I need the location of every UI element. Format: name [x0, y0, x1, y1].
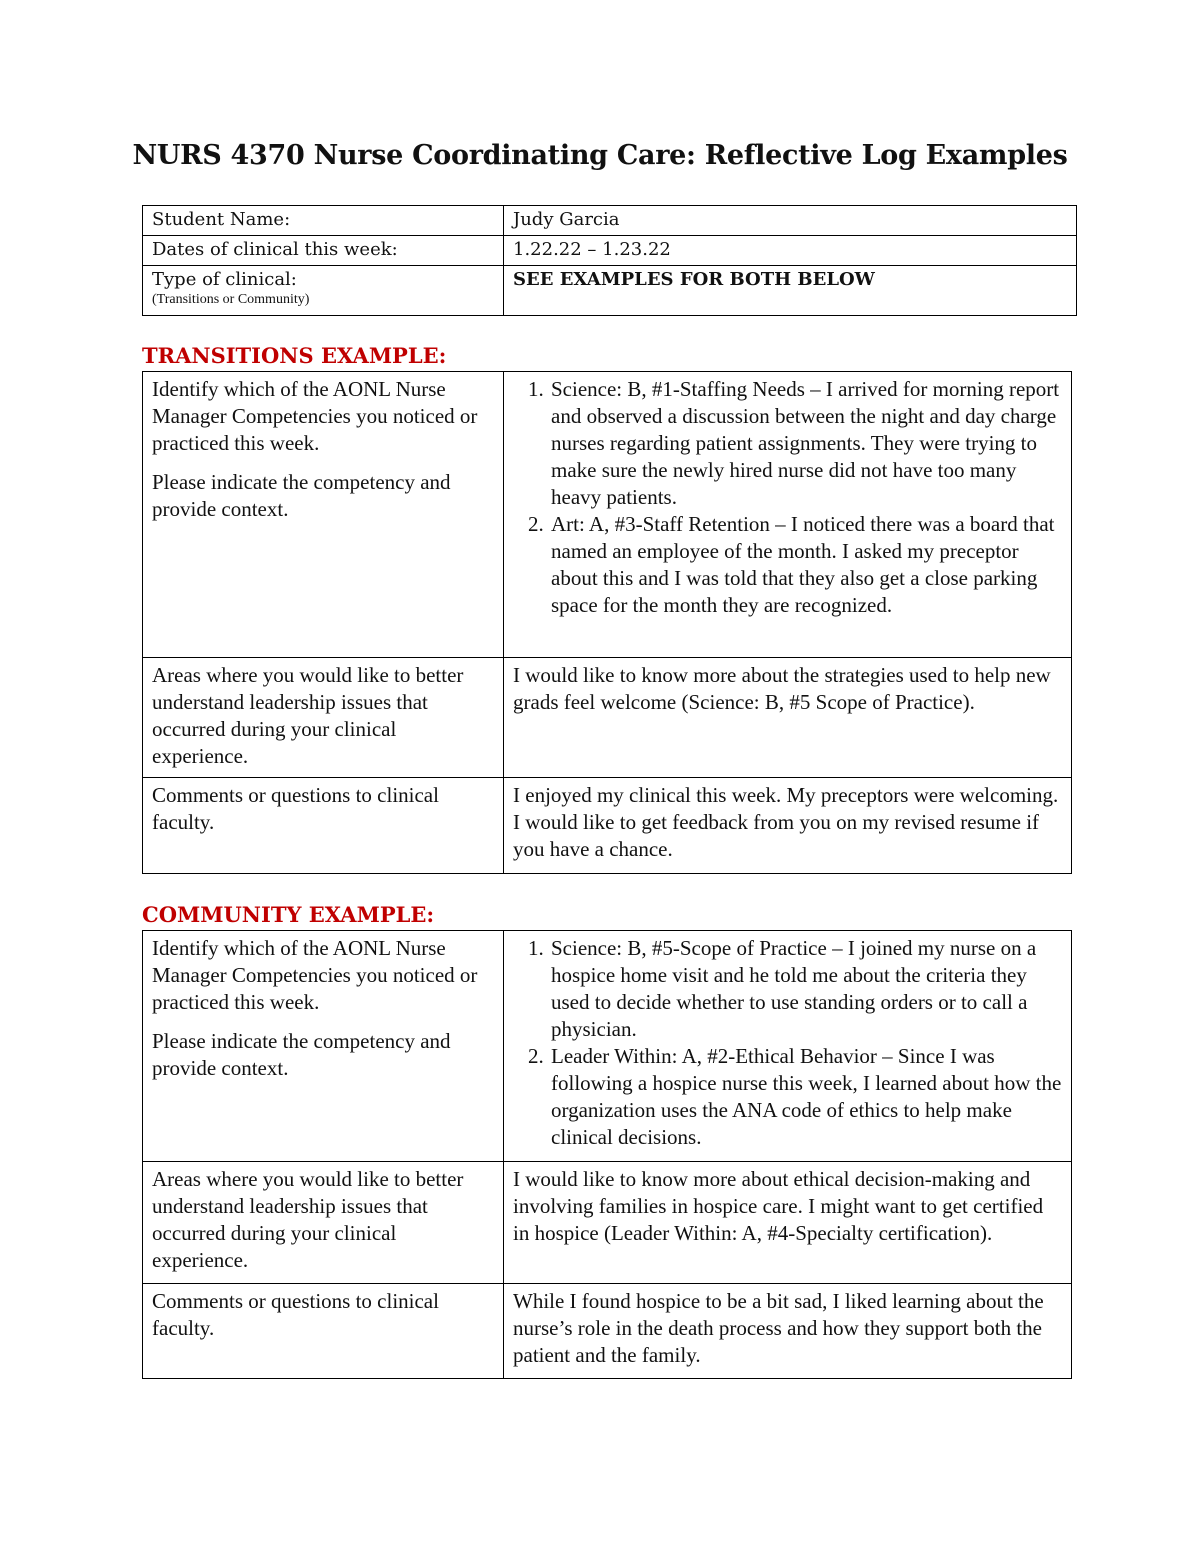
student-info-table [142, 205, 1077, 316]
page-title: NURS 4370 Nurse Coordinating Care: Reflective Log Examples [132, 140, 1068, 171]
dates-value: 1.22.22 – 1.23.22 [504, 236, 1077, 266]
transitions-a1 [504, 372, 1072, 658]
transitions-table [142, 371, 1072, 874]
dates-row [143, 236, 1077, 266]
transitions-q1-text: Identify which of the AONL Nurse Manager Competencies you noticed or practiced this week. [152, 377, 478, 455]
community-q1-instruction: Please indicate the competency and provide context. [152, 1029, 451, 1080]
transitions-q1-instruction: Please indicate the competency and provide context. [152, 470, 451, 521]
student-name-value: Judy Garcia [504, 206, 1077, 236]
transitions-competency-list [513, 376, 1062, 619]
community-q2: Areas where you would like to better understand leadership issues that occurred during your clinical experience. [143, 1162, 504, 1284]
dates-label: Dates of clinical this week: [143, 236, 504, 266]
list-item: 2. Leader Within: A, #2-Ethical Behavior – Since I was following a hospice nurse this week, I learned about how the organization uses the ANA code of ethics to help make clinical decisions. [549, 1043, 1062, 1151]
transitions-a2: I would like to know more about the strategies used to help new grads feel welcome (Science: B, #5 Scope of Practice). [504, 658, 1072, 778]
list-item: 1. Science: B, #5-Scope of Practice – I joined my nurse on a hospice home visit and he told me about the criteria they used to decide whether to use standing orders or to call a physician. [549, 935, 1062, 1043]
community-heading: COMMUNITY EXAMPLE: [142, 902, 435, 927]
list-item: 2. Art: A, #3-Staff Retention – I noticed there was a board that named an employee of the month. I asked my preceptor about this and I was told that they also get a close parking space for the month they are recognized. [549, 511, 1062, 619]
community-table [142, 930, 1072, 1379]
community-row-comments [143, 1284, 1072, 1379]
transitions-q1 [143, 372, 504, 658]
type-value: SEE EXAMPLES FOR BOTH BELOW [504, 266, 1077, 316]
transitions-a3: I enjoyed my clinical this week. My preceptors were welcoming. I would like to get feedback from you on my revised resume if you have a chance. [504, 778, 1072, 874]
transitions-row-competencies [143, 372, 1072, 658]
student-name-label: Student Name: [143, 206, 504, 236]
community-a1 [504, 931, 1072, 1162]
type-cell [143, 266, 504, 316]
type-label: Type of clinical: [152, 269, 297, 290]
community-a3: While I found hospice to be a bit sad, I liked learning about the nurse’s role in the death process and how they support both the patient and the family. [504, 1284, 1072, 1379]
community-q1-text: Identify which of the AONL Nurse Manager Competencies you noticed or practiced this week. [152, 936, 478, 1014]
list-item: 1. Science: B, #1-Staffing Needs – I arrived for morning report and observed a discussion between the night and day charge nurses regarding patient assignments. They were trying to make sure the newly hired nurse did not have too many heavy patients. [549, 376, 1062, 511]
transitions-q3: Comments or questions to clinical faculty. [143, 778, 504, 874]
community-row-leadership [143, 1162, 1072, 1284]
community-row-competencies [143, 931, 1072, 1162]
type-hint: (Transitions or Community) [152, 292, 310, 307]
transitions-q2: Areas where you would like to better understand leadership issues that occurred during your clinical experience. [143, 658, 504, 778]
community-q1 [143, 931, 504, 1162]
community-competency-list [513, 935, 1062, 1151]
type-row [143, 266, 1077, 316]
student-name-row [143, 206, 1077, 236]
community-q3: Comments or questions to clinical faculty. [143, 1284, 504, 1379]
transitions-heading: TRANSITIONS EXAMPLE: [142, 343, 447, 368]
community-a2: I would like to know more about ethical decision-making and involving families in hospice care. I might want to get certified in hospice (Leader Within: A, #4-Specialty certification). [504, 1162, 1072, 1284]
transitions-row-comments [143, 778, 1072, 874]
transitions-row-leadership [143, 658, 1072, 778]
